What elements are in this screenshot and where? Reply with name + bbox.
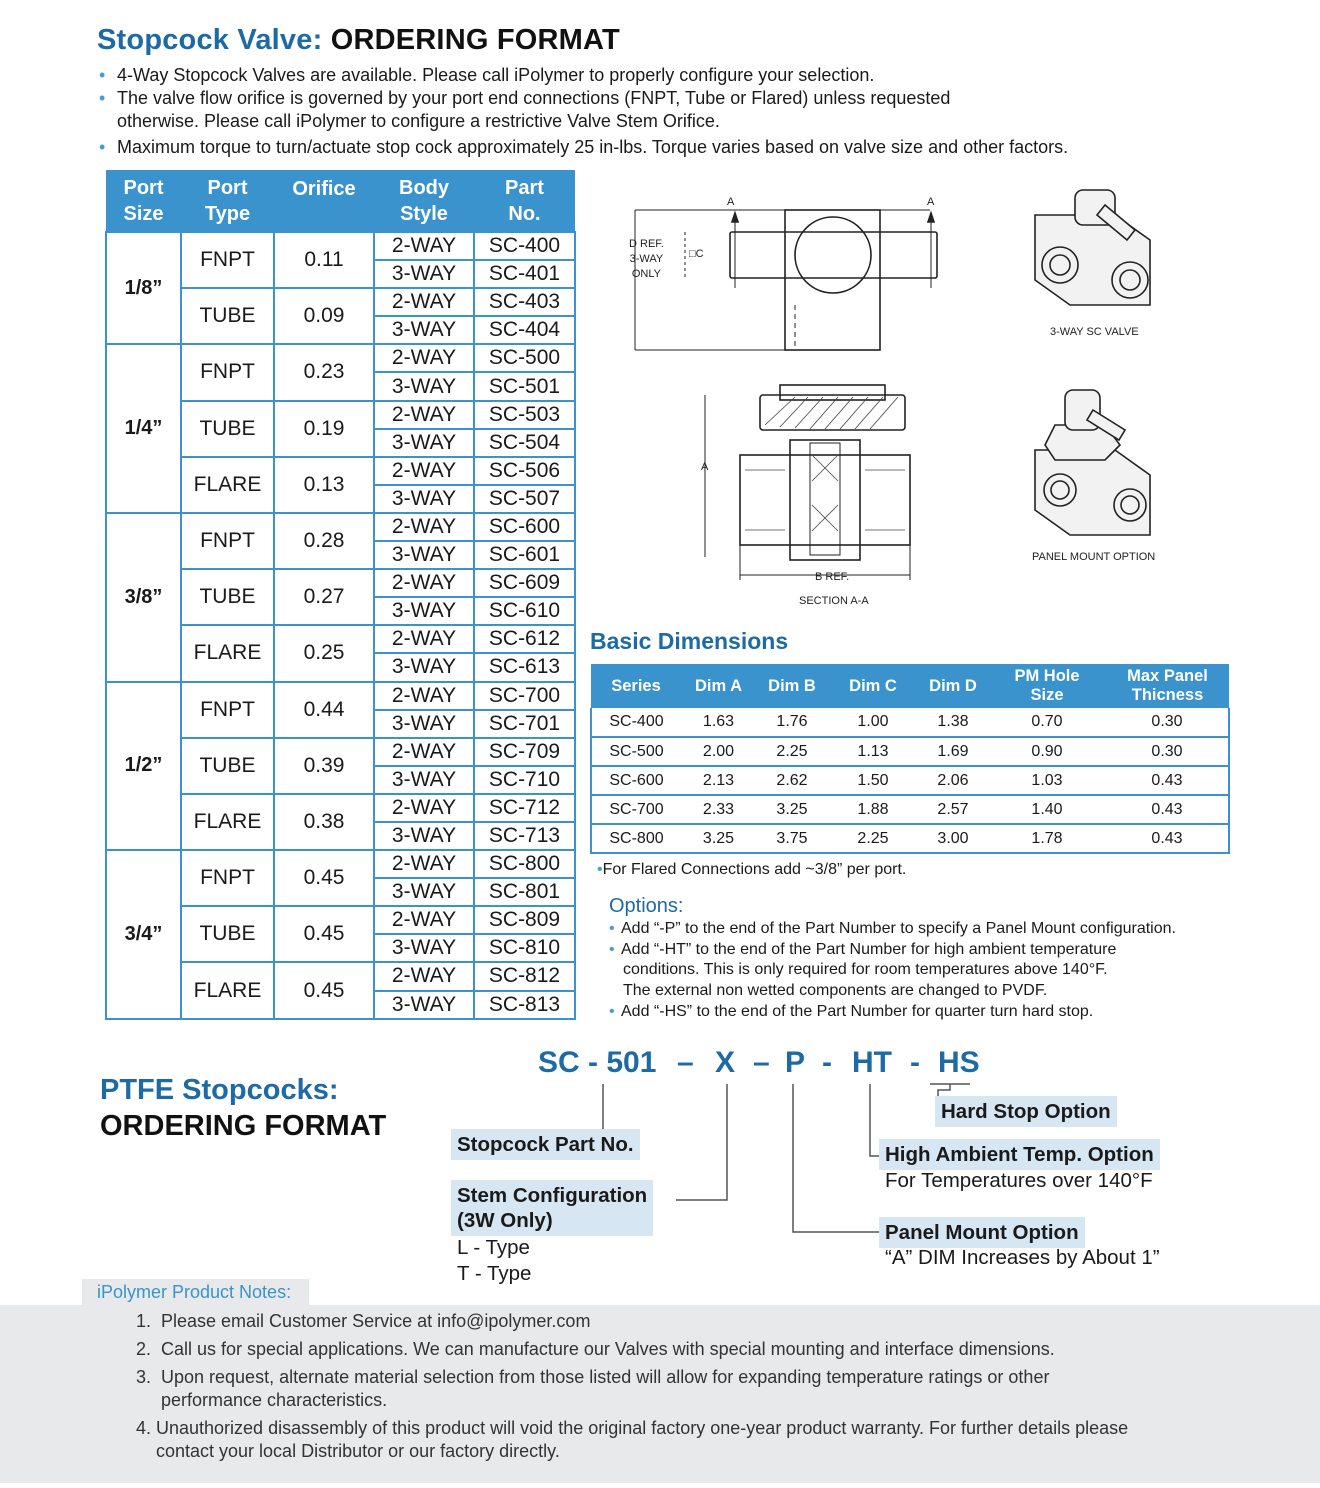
ptfe-title-line1: PTFE Stopcocks: [100, 1074, 339, 1106]
port-type-cell: TUBE [181, 906, 274, 962]
dimension-cell: 2.00 [681, 737, 756, 766]
dim-header-max-panel: Max Panel Thicness [1106, 664, 1229, 708]
orifice-cell: 0.39 [274, 738, 374, 794]
body-style-cell: 3-WAY [374, 541, 474, 569]
dimension-cell: 3.00 [918, 824, 988, 853]
dimension-cell: 2.62 [756, 766, 828, 795]
dimension-cell: 0.30 [1106, 737, 1229, 766]
dimension-cell: 0.43 [1106, 766, 1229, 795]
stem-config-label: Stem Configuration (3W Only) [451, 1180, 653, 1236]
body-style-cell: 2-WAY [374, 682, 474, 710]
table-row [106, 232, 575, 260]
option-item-continuation: The external non wetted components are changed to PVDF. [623, 982, 1048, 1000]
top-view-body [785, 210, 880, 350]
table-row [106, 850, 575, 878]
drawing-label-a: A [727, 196, 735, 208]
orifice-cell: 0.45 [274, 906, 374, 962]
page-title-part2: ORDERING FORMAT [330, 24, 620, 56]
option-item: • Add “-HT” to the end of the Part Number for high ambient temperature [609, 940, 1229, 961]
port-type-cell: FNPT [181, 344, 274, 400]
drawing-label-c: □C [689, 248, 704, 260]
options-title: Options: [609, 895, 684, 917]
page-title [97, 24, 620, 57]
port-type-cell: FLARE [181, 962, 274, 1018]
intro-bullet: • Maximum torque to turn/actuate stop cock approximately 25 in-lbs. Torque varies based on valve size and other factors. [97, 136, 1197, 159]
dimension-cell: 1.76 [756, 708, 828, 737]
drawing-label-b-ref: B REF. [815, 571, 850, 583]
dimension-cell: 0.90 [988, 737, 1106, 766]
dimensions-table [590, 664, 1230, 854]
ptfe-title [100, 1072, 386, 1144]
port-type-cell: TUBE [181, 569, 274, 625]
part-no-cell: SC-609 [474, 569, 575, 597]
note-item: 2. Call us for special applications. We can manufacture our Valves with special mounting and interface dimensions. [136, 1339, 1055, 1359]
panel-mount-sub: “A” DIM Increases by About 1” [885, 1246, 1160, 1269]
part-no-cell: SC-506 [474, 457, 575, 485]
header-body-style: Body Style [374, 170, 474, 232]
part-no-cell: SC-710 [474, 766, 575, 794]
port-type-cell: TUBE [181, 288, 274, 344]
option-item: • Add “-P” to the end of the Part Number to specify a Panel Mount configuration. [609, 919, 1229, 940]
port-size-cell: 3/4” [106, 850, 181, 1019]
body-style-cell: 3-WAY [374, 597, 474, 625]
dimension-cell: 2.33 [681, 795, 756, 824]
part-no-cell: SC-500 [474, 344, 575, 372]
dimension-cell: 1.88 [828, 795, 918, 824]
dimension-cell: 2.06 [918, 766, 988, 795]
page-title-part1: Stopcock Valve: [97, 24, 323, 56]
dimension-cell: 1.40 [988, 795, 1106, 824]
body-style-cell: 2-WAY [374, 401, 474, 429]
table-row [106, 682, 575, 710]
part-no-cell: SC-610 [474, 597, 575, 625]
body-style-cell: 3-WAY [374, 822, 474, 850]
part-no-cell: SC-503 [474, 401, 575, 429]
intro-bullet-continuation: otherwise. Please call iPolymer to configure a restrictive Valve Stem Orifice. [117, 111, 720, 131]
orifice-cell: 0.25 [274, 625, 374, 681]
body-style-cell: 3-WAY [374, 372, 474, 400]
part-no-cell: SC-600 [474, 513, 575, 541]
high-ambient-sub: For Temperatures over 140°F [885, 1169, 1153, 1192]
panel-mount-label: Panel Mount Option [879, 1217, 1085, 1248]
part-no-cell: SC-813 [474, 991, 575, 1019]
orifice-cell: 0.13 [274, 457, 374, 513]
code-x: X [715, 1046, 736, 1079]
dim-header-d: Dim D [918, 664, 988, 708]
options-list [609, 919, 1229, 1023]
header-part-no: Part No. [474, 170, 575, 232]
l-type-text: L - Type [457, 1236, 530, 1259]
body-style-cell: 2-WAY [374, 457, 474, 485]
part-no-cell: SC-404 [474, 316, 575, 344]
port-type-cell: FNPT [181, 682, 274, 738]
part-no-cell: SC-613 [474, 653, 575, 681]
note-item: 4. Unauthorized disassembly of this product will void the original factory one-year product warranty. For further details please contact your local Distributor or our factory directly. [136, 1418, 1129, 1461]
part-no-cell: SC-812 [474, 962, 575, 990]
dimension-cell: SC-800 [591, 824, 681, 853]
valve-drawings [605, 185, 1320, 615]
drawing-label-a: A [701, 461, 709, 473]
body-style-cell: 3-WAY [374, 485, 474, 513]
dimensions-note: • For Flared Connections add ~3/8” per port. [597, 861, 906, 879]
part-no-cell: SC-612 [474, 625, 575, 653]
port-size-cell: 3/8” [106, 513, 181, 682]
body-style-cell: 2-WAY [374, 288, 474, 316]
note-item: 1. Please email Customer Service at info@ipolymer.com [136, 1311, 591, 1331]
part-no-cell: SC-713 [474, 822, 575, 850]
three-way-caption: 3-WAY SC VALVE [1050, 326, 1139, 338]
code-dash: - [910, 1046, 920, 1079]
port-size-cell: 1/2” [106, 682, 181, 851]
port-type-cell: TUBE [181, 401, 274, 457]
part-no-cell: SC-810 [474, 934, 575, 962]
orifice-cell: 0.09 [274, 288, 374, 344]
basic-dimensions-title: Basic Dimensions [590, 628, 789, 654]
notes-title: iPolymer Product Notes: [97, 1282, 292, 1302]
table-row [591, 795, 1229, 824]
dim-header-b: Dim B [756, 664, 828, 708]
dimension-cell: 0.30 [1106, 708, 1229, 737]
body-style-cell: 3-WAY [374, 878, 474, 906]
part-no-cell: SC-401 [474, 260, 575, 288]
dimensions-header [591, 664, 1229, 708]
table-row [591, 708, 1229, 737]
table-row [106, 344, 575, 372]
orifice-cell: 0.11 [274, 232, 374, 288]
dimension-cell: 3.75 [756, 824, 828, 853]
port-size-cell: 1/8” [106, 232, 181, 344]
port-size-cell: 1/4” [106, 344, 181, 513]
part-no-cell: SC-400 [474, 232, 575, 260]
orifice-cell: 0.45 [274, 962, 374, 1018]
orifice-cell: 0.28 [274, 513, 374, 569]
option-item-continuation: conditions. This is only required for room temperatures above 140°F. [623, 961, 1108, 979]
code-p: P [785, 1046, 806, 1079]
body-style-cell: 3-WAY [374, 260, 474, 288]
orifice-cell: 0.44 [274, 682, 374, 738]
body-style-cell: 2-WAY [374, 738, 474, 766]
body-style-cell: 2-WAY [374, 962, 474, 990]
part-no-cell: SC-809 [474, 906, 575, 934]
code-part-number: SC - 501 [538, 1046, 657, 1079]
port-type-cell: FLARE [181, 625, 274, 681]
code-ht: HT [852, 1046, 892, 1079]
dimension-cell: 0.43 [1106, 824, 1229, 853]
dimension-cell: 1.03 [988, 766, 1106, 795]
body-style-cell: 2-WAY [374, 625, 474, 653]
intro-bullet: • The valve flow orifice is governed by your port end connections (FNPT, Tube or Flared) unless requested [97, 87, 1197, 110]
table-row [591, 766, 1229, 795]
dimension-cell: SC-600 [591, 766, 681, 795]
drawing-label-section: SECTION A-A [799, 595, 869, 607]
dim-header-a: Dim A [681, 664, 756, 708]
code-dash: - [822, 1046, 832, 1079]
part-no-cell: SC-403 [474, 288, 575, 316]
body-style-cell: 2-WAY [374, 344, 474, 372]
code-dash: – [677, 1046, 694, 1079]
dimension-cell: 0.43 [1106, 795, 1229, 824]
high-ambient-label: High Ambient Temp. Option [879, 1139, 1160, 1170]
dimension-cell: 1.38 [918, 708, 988, 737]
port-type-cell: FNPT [181, 232, 274, 288]
dimension-cell: 2.13 [681, 766, 756, 795]
body-style-cell: 2-WAY [374, 906, 474, 934]
body-style-cell: 3-WAY [374, 653, 474, 681]
header-port-size: Port Size [106, 170, 181, 232]
three-way-valve-illustration [1035, 190, 1150, 305]
dimension-cell: SC-700 [591, 795, 681, 824]
dim-header-series: Series [591, 664, 681, 708]
dimension-cell: 3.25 [681, 824, 756, 853]
dimension-cell: 0.70 [988, 708, 1106, 737]
dimension-cell: 1.63 [681, 708, 756, 737]
dimension-cell: SC-400 [591, 708, 681, 737]
ptfe-title-line2: ORDERING FORMAT [100, 1110, 387, 1142]
panel-mount-valve-illustration [1035, 390, 1150, 535]
orifice-cell: 0.19 [274, 401, 374, 457]
panel-mount-caption: PANEL MOUNT OPTION [1032, 551, 1156, 563]
body-style-cell: 2-WAY [374, 513, 474, 541]
body-style-cell: 3-WAY [374, 766, 474, 794]
orifice-cell: 0.38 [274, 794, 374, 850]
body-style-cell: 3-WAY [374, 316, 474, 344]
table-row [591, 737, 1229, 766]
dim-header-c: Dim C [828, 664, 918, 708]
part-no-cell: SC-501 [474, 372, 575, 400]
orifice-cell: 0.23 [274, 344, 374, 400]
ordering-table-header [106, 170, 575, 232]
body-style-cell: 2-WAY [374, 794, 474, 822]
port-type-cell: FLARE [181, 457, 274, 513]
option-item: • Add “-HS” to the end of the Part Number for quarter turn hard stop. [609, 1002, 1229, 1023]
table-row [106, 513, 575, 541]
port-type-cell: FLARE [181, 794, 274, 850]
body-style-cell: 2-WAY [374, 850, 474, 878]
dimension-cell: 1.00 [828, 708, 918, 737]
part-no-cell: SC-712 [474, 794, 575, 822]
notes-list [136, 1310, 1136, 1468]
dimension-cell: 2.25 [756, 737, 828, 766]
body-style-cell: 2-WAY [374, 569, 474, 597]
dimension-cell: 2.57 [918, 795, 988, 824]
part-no-cell: SC-700 [474, 682, 575, 710]
part-no-cell: SC-701 [474, 710, 575, 738]
part-no-cell: SC-709 [474, 738, 575, 766]
ordering-table [105, 170, 576, 1020]
t-type-text: T - Type [457, 1262, 532, 1285]
port-type-cell: TUBE [181, 738, 274, 794]
table-row [591, 824, 1229, 853]
body-style-cell: 3-WAY [374, 429, 474, 457]
hard-stop-label: Hard Stop Option [935, 1096, 1117, 1127]
dimension-cell: 2.25 [828, 824, 918, 853]
header-orifice: Orifice [274, 170, 374, 232]
drawing-label-a: A [927, 196, 935, 208]
code-hs: HS [938, 1046, 980, 1079]
part-no-cell: SC-504 [474, 429, 575, 457]
orifice-cell: 0.27 [274, 569, 374, 625]
dimension-cell: 3.25 [756, 795, 828, 824]
intro-bullet: • 4-Way Stopcock Valves are available. Please call iPolymer to properly configure your selection. [97, 64, 1197, 87]
body-style-cell: 3-WAY [374, 934, 474, 962]
intro-bullets [97, 64, 1197, 159]
code-dash: – [753, 1046, 770, 1079]
part-no-cell: SC-800 [474, 850, 575, 878]
dimension-cell: 1.13 [828, 737, 918, 766]
dimension-cell: 1.50 [828, 766, 918, 795]
part-no-cell: SC-507 [474, 485, 575, 513]
dim-header-pm-hole: PM Hole Size [988, 664, 1106, 708]
port-type-cell: FNPT [181, 850, 274, 906]
note-item: 3. Upon request, alternate material selection from those listed will allow for expanding temperature ratings or other performance characteristics. [136, 1367, 1050, 1410]
dimension-cell: SC-500 [591, 737, 681, 766]
dimension-cell: 1.69 [918, 737, 988, 766]
body-style-cell: 2-WAY [374, 232, 474, 260]
header-port-type: Port Type [181, 170, 274, 232]
body-style-cell: 3-WAY [374, 991, 474, 1019]
part-no-cell: SC-801 [474, 878, 575, 906]
drawing-label-d-ref: D REF. 3-WAY ONLY [629, 238, 664, 280]
dimension-cell: 1.78 [988, 824, 1106, 853]
orifice-cell: 0.45 [274, 850, 374, 906]
top-view-port [730, 232, 937, 278]
part-no-label: Stopcock Part No. [451, 1129, 640, 1160]
part-no-cell: SC-601 [474, 541, 575, 569]
body-style-cell: 3-WAY [374, 710, 474, 738]
port-type-cell: FNPT [181, 513, 274, 569]
